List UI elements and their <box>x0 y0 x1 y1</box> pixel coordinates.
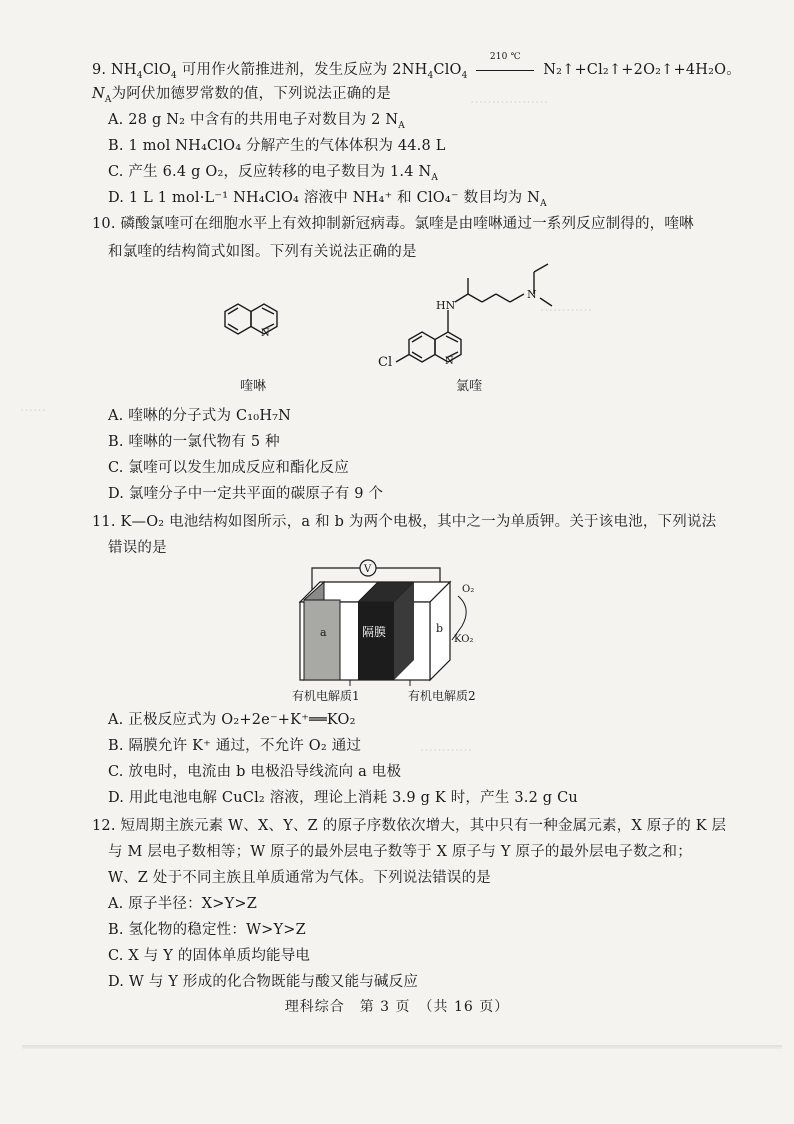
scan-edge-shadow <box>22 1045 782 1049</box>
q12-stem-line3: W、Z 处于不同主族且单质通常为气体。下列说法错误的是 <box>108 870 491 886</box>
q11-option-c: C. 放电时，电流由 b 电极沿导线流向 a 电极 <box>108 764 402 780</box>
chloroquine-label: 氯喹 <box>456 379 483 394</box>
atom-n-quinoline: N <box>261 328 270 339</box>
svg-text:a: a <box>320 626 327 639</box>
q12-option-b: B. 氢化物的稳定性：W>Y>Z <box>108 922 306 938</box>
q9-option-c: C. 产生 6.4 g O₂，反应转移的电子数目为 1.4 $N_A$ <box>108 164 439 183</box>
page-footer: 理科综合 第 3 页 （共 16 页） <box>284 999 510 1015</box>
svg-text:隔膜: 隔膜 <box>362 625 387 639</box>
q10-stem-line2: 和氯喹的结构简式如图。下列有关说法正确的是 <box>108 244 417 260</box>
q9-stem-line2: $N_A$为阿伏加德罗常数的值，下列说法正确的是 <box>92 86 391 105</box>
q11-option-d: D. 用此电池电解 CuCl₂ 溶液，理论上消耗 3.9 g K 时，产生 3.2 g Cu <box>108 790 578 806</box>
q10-option-c: C. 氯喹可以发生加成反应和酯化反应 <box>108 460 349 476</box>
ko2-label: KO₂ <box>454 634 474 645</box>
q10-option-a: A. 喹啉的分子式为 C₁₀H₇N <box>108 408 292 424</box>
q11-stem-line2: 错误的是 <box>108 540 167 556</box>
bleed-through-text: ………… <box>420 740 472 755</box>
q11-option-b: B. 隔膜允许 K⁺ 通过，不允许 O₂ 通过 <box>108 738 362 754</box>
atom-n-amine: N <box>527 288 537 301</box>
electrolyte1-label: 有机电解质1 <box>292 689 360 702</box>
electrolyte2-label: 有机电解质2 <box>408 689 476 702</box>
bleed-through-text: …… <box>20 400 46 415</box>
electrode-b-label: b <box>436 622 444 635</box>
battery-figure <box>290 556 510 702</box>
bleed-through-text: ……………… <box>470 92 548 107</box>
svg-text:V: V <box>364 564 372 575</box>
atom-n-chloroquine: N <box>445 356 454 367</box>
q12-option-a: A. 原子半径：X>Y>Z <box>108 896 258 912</box>
q11-stem-line1: 11. K—O₂ 电池结构如图所示，a 和 b 为两个电极，其中之一为单质钾。关于该电池，下列说法 <box>92 514 717 530</box>
q9-option-b: B. 1 mol NH₄ClO₄ 分解产生的气体体积为 44.8 L <box>108 138 446 154</box>
structure-figure <box>200 262 560 394</box>
q9-option-a: A. 28 g N₂ 中含有的共用电子对数目为 2 $N_A$ <box>108 112 405 131</box>
q9-stem-line1: 9. $NH_4ClO_4$ 可用作火箭推进剂，发生反应为 $2NH_4ClO_4$ 210 ℃ N₂↑+Cl₂↑+2O₂↑+4H₂O。 <box>92 52 741 81</box>
q12-stem-line1: 12. 短周期主族元素 W、X、Y、Z 的原子序数依次增大，其中只有一种金属元素，X 原子的 K 层 <box>92 818 727 834</box>
quinoline-label: 喹啉 <box>240 379 267 394</box>
bleed-through-text: ………… <box>540 300 592 315</box>
q9-option-d: D. 1 L 1 mol·L⁻¹ NH₄ClO₄ 溶液中 NH₄⁺ 和 ClO₄⁻ 数目均为 $N_A$ <box>108 190 547 209</box>
q12-option-c: C. X 与 Y 的固体单质均能导电 <box>108 948 311 964</box>
chloroquine-structure <box>396 264 552 362</box>
q10-option-d: D. 氯喹分子中一定共平面的碳原子有 9 个 <box>108 486 384 502</box>
reaction-arrow: 210 ℃ <box>476 63 534 77</box>
atom-cl: Cl <box>378 355 393 370</box>
membrane <box>358 602 394 680</box>
o2-label: O₂ <box>462 584 475 595</box>
q10-option-b: B. 喹啉的一氯代物有 5 种 <box>108 434 280 450</box>
q10-stem-line1: 10. 磷酸氯喹可在细胞水平上有效抑制新冠病毒。氯喹是由喹啉通过一系列反应制得的，喹啉 <box>92 216 694 232</box>
q12-option-d: D. W 与 Y 形成的化合物既能与酸又能与碱反应 <box>108 974 419 990</box>
q12-stem-line2: 与 M 层电子数相等；W 原子的最外层电子数等于 X 原子与 Y 原子的最外层电子数之和； <box>108 844 692 860</box>
atom-hn: HN <box>436 299 456 312</box>
q11-option-a: A. 正极反应式为 O₂+2e⁻+K⁺══KO₂ <box>108 712 356 728</box>
